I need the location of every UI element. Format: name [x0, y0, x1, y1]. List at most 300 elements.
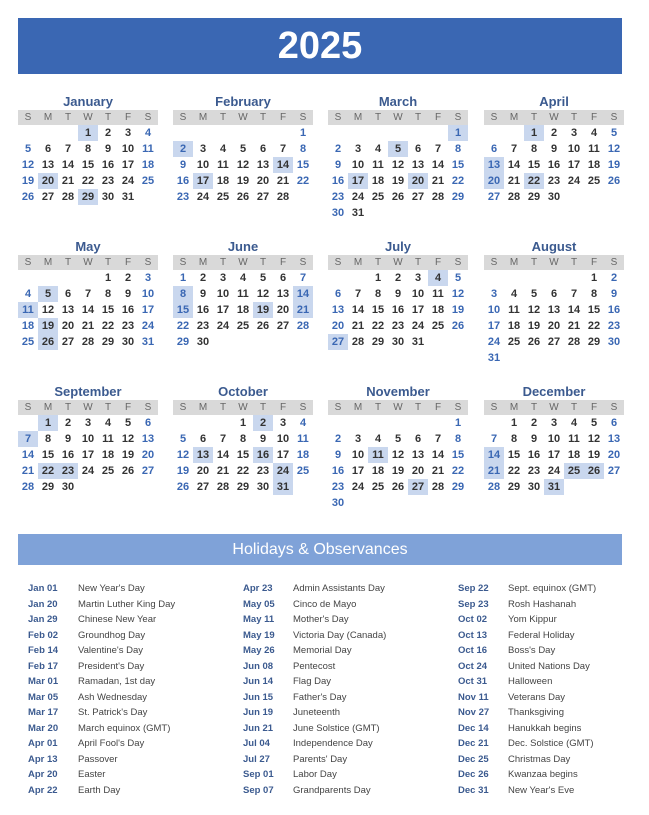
holiday-row	[458, 767, 649, 783]
day-cell: 1	[179, 272, 187, 284]
month-name: December	[522, 384, 586, 399]
day-cell: 6	[64, 288, 72, 300]
day-cell: 11	[217, 159, 229, 171]
day-cell: 18	[371, 465, 385, 477]
holiday-row	[243, 581, 443, 597]
holiday-row	[28, 752, 228, 768]
day-cell: 28	[431, 191, 445, 203]
day-cell: 4	[104, 417, 112, 429]
holiday-row	[28, 581, 228, 597]
weekday-letter: S	[610, 257, 618, 268]
day-cell: 11	[508, 304, 520, 316]
weekday-letter: S	[334, 112, 342, 123]
day-cell: 5	[38, 286, 58, 302]
day-cell: 16	[331, 175, 345, 187]
holiday-date: Jun 08	[243, 660, 274, 672]
day-cell: 22	[451, 465, 465, 477]
empty-day	[428, 415, 448, 431]
day-cell: 27	[328, 334, 348, 350]
day-cell: 7	[354, 288, 362, 300]
holiday-row	[458, 690, 649, 706]
day-cell: 17	[351, 465, 365, 477]
day-cell: 12	[121, 433, 135, 445]
weekday-letter: S	[610, 402, 618, 413]
day-cell: 26	[391, 191, 405, 203]
day-cell: 19	[527, 320, 541, 332]
day-cell: 16	[101, 159, 115, 171]
day-cell: 14	[567, 304, 581, 316]
day-cell: 27	[408, 479, 428, 495]
holiday-date: Apr 13	[28, 753, 58, 765]
empty-day	[18, 270, 38, 286]
weekday-header	[328, 255, 468, 270]
holiday-date: Apr 01	[28, 738, 58, 749]
weekday-letter: M	[43, 257, 53, 268]
holiday-row	[243, 752, 443, 768]
day-cell: 21	[81, 320, 95, 332]
day-cell: 12	[21, 159, 35, 171]
day-cell: 18	[21, 320, 35, 332]
day-cell: 2	[104, 127, 112, 139]
day-cell: 26	[391, 481, 405, 493]
day-cell: 4	[239, 272, 247, 284]
day-cell: 10	[351, 159, 365, 171]
day-cell: 8	[454, 143, 462, 155]
weekday-letter: T	[64, 112, 72, 123]
weekday-letter: W	[83, 257, 93, 268]
day-cell: 30	[101, 191, 115, 203]
day-cell: 27	[61, 336, 75, 348]
day-cell: 22	[451, 175, 465, 187]
holiday-row	[458, 628, 649, 644]
day-cell: 11	[102, 433, 114, 445]
day-cell: 28	[351, 336, 365, 348]
days-grid	[484, 415, 624, 495]
day-cell: 19	[38, 318, 58, 334]
day-cell: 20	[607, 449, 621, 461]
day-cell: 22	[176, 320, 190, 332]
day-cell: 20	[484, 173, 504, 189]
day-cell: 29	[78, 189, 98, 205]
day-cell: 28	[216, 481, 230, 493]
day-cell: 26	[236, 191, 250, 203]
day-cell: 1	[374, 272, 382, 284]
day-cell: 12	[41, 304, 55, 316]
day-cell: 13	[276, 288, 290, 300]
day-cell: 30	[607, 336, 621, 348]
day-cell: 25	[101, 465, 115, 477]
day-cell: 2	[550, 127, 558, 139]
day-cell: 24	[547, 465, 561, 477]
holiday-name: New Year's Eve	[508, 784, 575, 796]
day-cell: 19	[451, 304, 465, 316]
weekday-letter: M	[353, 257, 363, 268]
holiday-name: Christmas Day	[508, 753, 571, 765]
day-cell: 4	[590, 127, 598, 139]
holiday-row	[243, 628, 443, 644]
day-cell: 20	[38, 173, 58, 189]
weekday-letter: M	[43, 112, 53, 123]
day-cell: 28	[487, 481, 501, 493]
day-cell: 18	[431, 304, 445, 316]
holiday-date: Dec 14	[458, 722, 489, 734]
month-name: February	[215, 94, 271, 109]
day-cell: 23	[391, 320, 405, 332]
day-cell: 21	[61, 175, 75, 187]
day-cell: 13	[256, 159, 270, 171]
day-cell: 17	[141, 304, 155, 316]
day-cell: 22	[371, 320, 385, 332]
day-cell: 4	[374, 143, 382, 155]
day-cell: 28	[276, 191, 290, 203]
weekday-letter: W	[393, 257, 403, 268]
holiday-date: Jul 27	[243, 753, 270, 765]
weekday-letter: T	[219, 402, 227, 413]
weekday-letter: F	[434, 112, 442, 123]
day-cell: 13	[484, 157, 504, 173]
day-cell: 13	[411, 159, 425, 171]
month-name: September	[54, 384, 122, 399]
weekday-letter: M	[353, 402, 363, 413]
day-cell: 14	[216, 449, 230, 461]
holiday-name: Sept. equinox (GMT)	[508, 583, 597, 594]
day-cell: 24	[411, 320, 425, 332]
weekday-letter: W	[393, 112, 403, 123]
day-cell: 14	[431, 449, 445, 461]
day-cell: 29	[176, 336, 190, 348]
day-cell: 12	[256, 288, 270, 300]
month-name: May	[75, 239, 101, 254]
holiday-date: Jun 19	[243, 707, 274, 718]
weekday-letter: F	[590, 257, 598, 268]
weekday-letter: M	[198, 402, 208, 413]
day-cell: 23	[101, 175, 115, 187]
weekday-header	[484, 255, 624, 270]
weekday-letter: M	[509, 112, 519, 123]
day-cell: 29	[527, 191, 541, 203]
day-cell: 27	[411, 191, 425, 203]
weekday-letter: T	[104, 402, 112, 413]
day-cell: 11	[372, 159, 384, 171]
holiday-row	[28, 659, 228, 675]
holiday-name: United Nations Day	[508, 660, 590, 672]
day-cell: 11	[368, 447, 388, 463]
day-cell: 13	[193, 447, 213, 463]
weekday-letter: S	[490, 402, 498, 413]
day-cell: 13	[41, 159, 55, 171]
day-cell: 23	[331, 191, 345, 203]
day-cell: 25	[371, 191, 385, 203]
day-cell: 24	[141, 320, 155, 332]
weekday-letter: S	[454, 257, 462, 268]
day-cell: 9	[104, 143, 112, 155]
day-cell: 8	[239, 433, 247, 445]
day-cell: 9	[64, 433, 72, 445]
weekday-letter: S	[144, 112, 152, 123]
day-cell: 4	[24, 288, 32, 300]
weekday-letter: T	[374, 112, 382, 123]
day-cell: 24	[351, 191, 365, 203]
day-cell: 19	[391, 175, 405, 187]
day-cell: 9	[530, 433, 538, 445]
month-name: June	[227, 239, 259, 254]
holiday-date: Sep 07	[243, 784, 274, 796]
empty-day	[408, 125, 428, 141]
day-cell: 18	[296, 449, 310, 461]
day-cell: 15	[236, 449, 250, 461]
holiday-date: Oct 13	[458, 629, 488, 641]
day-cell: 12	[607, 143, 621, 155]
day-cell: 17	[348, 173, 368, 189]
day-cell: 27	[41, 191, 55, 203]
day-cell: 5	[388, 141, 408, 157]
day-cell: 2	[394, 272, 402, 284]
day-cell: 10	[276, 433, 290, 445]
day-cell: 17	[193, 173, 213, 189]
day-cell: 17	[567, 159, 581, 171]
day-cell: 14	[21, 449, 35, 461]
day-cell: 26	[527, 336, 541, 348]
weekday-letter: F	[124, 257, 132, 268]
day-cell: 7	[279, 143, 287, 155]
day-cell: 16	[253, 447, 273, 463]
weekday-letter: F	[279, 402, 287, 413]
month-january	[18, 94, 158, 205]
weekday-header	[173, 255, 313, 270]
empty-day	[38, 270, 58, 286]
day-cell: 21	[216, 465, 230, 477]
days-grid	[18, 270, 158, 350]
day-cell: 4	[510, 288, 518, 300]
holiday-name: Kwanzaa begins	[508, 769, 578, 780]
day-cell: 15	[296, 159, 310, 171]
holiday-name: Admin Assistants Day	[293, 583, 385, 594]
day-cell: 5	[394, 433, 402, 445]
day-cell: 22	[101, 320, 115, 332]
month-august	[484, 239, 624, 366]
weekday-letter: T	[570, 257, 578, 268]
holiday-name: Grandparents Day	[293, 784, 371, 796]
day-cell: 6	[259, 143, 267, 155]
holiday-name: Ramadan, 1st day	[78, 676, 156, 687]
days-grid	[328, 125, 468, 221]
empty-day	[213, 125, 233, 141]
day-cell: 21	[567, 320, 581, 332]
holiday-row	[458, 597, 649, 613]
day-cell: 16	[121, 304, 135, 316]
holiday-row	[243, 736, 443, 752]
day-cell: 31	[544, 479, 564, 495]
holiday-row	[28, 690, 228, 706]
holiday-row	[243, 721, 443, 737]
day-cell: 9	[610, 288, 618, 300]
day-cell: 16	[527, 449, 541, 461]
holiday-date: Dec 31	[458, 784, 489, 796]
day-cell: 29	[587, 336, 601, 348]
day-cell: 31	[411, 336, 425, 348]
day-cell: 6	[279, 272, 287, 284]
day-cell: 27	[256, 191, 270, 203]
day-cell: 15	[451, 449, 465, 461]
day-cell: 31	[121, 191, 135, 203]
holiday-date: Feb 14	[28, 645, 59, 656]
holiday-name: Federal Holiday	[508, 629, 575, 641]
day-cell: 17	[81, 449, 95, 461]
day-cell: 12	[176, 449, 190, 461]
weekday-letter: S	[179, 402, 187, 413]
holiday-date: Oct 16	[458, 645, 488, 656]
holiday-name: Yom Kippur	[508, 614, 557, 625]
day-cell: 28	[81, 336, 95, 348]
day-cell: 23	[256, 465, 270, 477]
day-cell: 14	[61, 159, 75, 171]
day-cell: 29	[507, 481, 521, 493]
day-cell: 27	[487, 191, 501, 203]
day-cell: 12	[236, 159, 250, 171]
day-cell: 17	[411, 304, 425, 316]
day-cell: 16	[391, 304, 405, 316]
weekday-letter: S	[24, 257, 32, 268]
day-cell: 1	[524, 125, 544, 141]
holiday-name: Easter	[78, 769, 106, 780]
days-grid	[18, 415, 158, 495]
holiday-row	[28, 721, 228, 737]
empty-day	[484, 125, 504, 141]
empty-day	[348, 415, 368, 431]
empty-day	[368, 415, 388, 431]
weekday-letter: S	[490, 257, 498, 268]
day-cell: 16	[547, 159, 561, 171]
day-cell: 25	[236, 320, 250, 332]
holiday-row	[28, 643, 228, 659]
day-cell: 16	[331, 465, 345, 477]
day-cell: 3	[550, 417, 558, 429]
day-cell: 16	[176, 175, 190, 187]
holiday-row	[458, 736, 649, 752]
day-cell: 11	[568, 433, 580, 445]
weekday-letter: T	[259, 257, 267, 268]
holiday-name: Father's Day	[293, 691, 347, 703]
day-cell: 30	[61, 481, 75, 493]
month-name: April	[539, 94, 569, 109]
day-cell: 20	[196, 465, 210, 477]
holiday-name: President's Day	[78, 660, 145, 672]
weekday-letter: T	[530, 112, 538, 123]
weekday-letter: W	[393, 402, 403, 413]
day-cell: 23	[176, 191, 190, 203]
day-cell: 7	[64, 143, 72, 155]
empty-day	[193, 415, 213, 431]
day-cell: 14	[351, 304, 365, 316]
day-cell: 4	[374, 433, 382, 445]
day-cell: 9	[199, 288, 207, 300]
day-cell: 23	[196, 320, 210, 332]
holiday-column	[28, 581, 228, 798]
days-grid	[173, 415, 313, 495]
day-cell: 17	[547, 449, 561, 461]
day-cell: 31	[487, 352, 501, 364]
weekday-letter: T	[259, 112, 267, 123]
day-cell: 24	[196, 191, 210, 203]
empty-day	[388, 415, 408, 431]
day-cell: 2	[199, 272, 207, 284]
holiday-name: Cinco de Mayo	[293, 598, 357, 610]
weekday-letter: T	[374, 402, 382, 413]
day-cell: 3	[84, 417, 92, 429]
day-cell: 11	[588, 143, 600, 155]
empty-day	[78, 270, 98, 286]
holiday-date: Mar 05	[28, 691, 59, 703]
holiday-name: Groundhog Day	[78, 629, 146, 641]
month-december	[484, 384, 624, 495]
day-cell: 10	[121, 143, 135, 155]
empty-day	[348, 125, 368, 141]
day-cell: 18	[567, 449, 581, 461]
month-name: January	[63, 94, 113, 109]
holiday-date: Dec 26	[458, 769, 489, 780]
weekday-letter: M	[353, 112, 363, 123]
empty-day	[388, 125, 408, 141]
day-cell: 27	[547, 336, 561, 348]
day-cell: 14	[273, 157, 293, 173]
empty-day	[348, 270, 368, 286]
holiday-row	[28, 628, 228, 644]
day-cell: 8	[84, 143, 92, 155]
day-cell: 10	[196, 159, 210, 171]
holiday-row	[243, 612, 443, 628]
day-cell: 13	[141, 433, 155, 445]
day-cell: 3	[144, 272, 152, 284]
day-cell: 29	[451, 481, 465, 493]
day-cell: 12	[451, 288, 465, 300]
day-cell: 26	[21, 191, 35, 203]
day-cell: 27	[141, 465, 155, 477]
empty-day	[273, 125, 293, 141]
empty-day	[328, 125, 348, 141]
weekday-header	[484, 110, 624, 125]
weekday-letter: S	[179, 112, 187, 123]
day-cell: 10	[547, 433, 561, 445]
day-cell: 15	[371, 304, 385, 316]
day-cell: 11	[432, 288, 444, 300]
empty-day	[484, 415, 504, 431]
holiday-name: Juneteenth	[293, 707, 341, 718]
holiday-name: Memorial Day	[293, 645, 352, 656]
weekday-header	[484, 400, 624, 415]
holiday-date: Dec 25	[458, 753, 489, 765]
day-cell: 18	[216, 175, 230, 187]
day-cell: 5	[239, 143, 247, 155]
day-cell: 13	[411, 449, 425, 461]
holiday-row	[28, 705, 228, 721]
empty-day	[564, 270, 584, 286]
month-june	[173, 239, 313, 350]
day-cell: 1	[78, 125, 98, 141]
day-cell: 14	[293, 286, 313, 302]
day-cell: 2	[124, 272, 132, 284]
day-cell: 4	[219, 143, 227, 155]
day-cell: 31	[141, 336, 155, 348]
day-cell: 1	[299, 127, 307, 139]
holiday-name: Chinese New Year	[78, 614, 157, 625]
day-cell: 15	[527, 159, 541, 171]
month-name: March	[378, 94, 418, 109]
empty-day	[408, 415, 428, 431]
day-cell: 7	[18, 431, 38, 447]
day-cell: 3	[414, 272, 422, 284]
day-cell: 22	[524, 173, 544, 189]
day-cell: 25	[587, 175, 601, 187]
